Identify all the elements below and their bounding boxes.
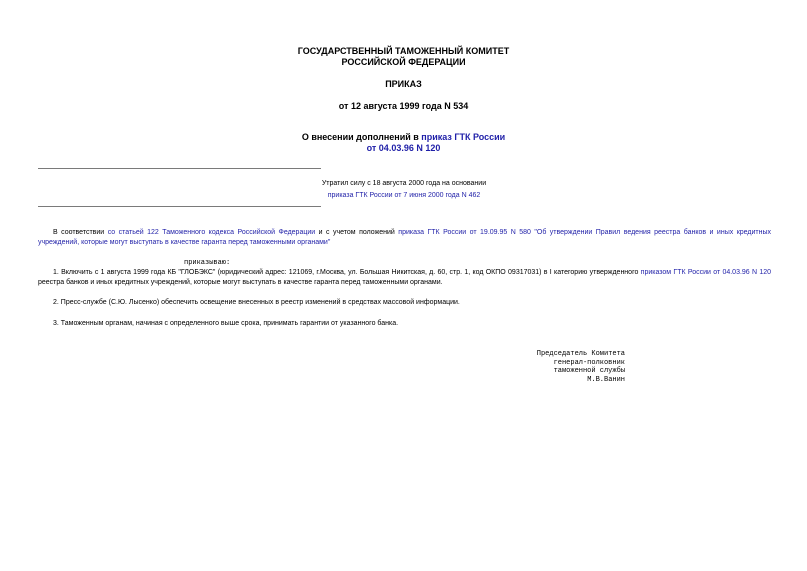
item-3: 3. Таможенным органам, начиная с определенного выше срока, принимать гарантии от указанного банка. — [53, 320, 399, 327]
signature-block — [530, 350, 625, 384]
preamble-link-order-580[interactable]: приказа ГТК России от 19.09.95 N 580 "Об утверждении Правил ведения реестра банков и иных кредитных учреждений, которые могут выступать в качестве гаранта перед таможенными органами" — [38, 229, 771, 246]
doc-date: от 12 августа 1999 года N 534 — [338, 101, 469, 111]
org-name-line2: РОССИЙСКОЙ ФЕДЕРАЦИИ — [341, 57, 466, 67]
preamble-paragraph — [38, 228, 771, 248]
status-note-text: Утратил силу с 18 августа 2000 года на основании — [321, 180, 487, 187]
subject-link-date[interactable]: от 04.03.96 N 120 — [366, 143, 441, 153]
preamble-text-1: В соответствии — [53, 229, 108, 236]
status-note — [318, 178, 490, 202]
divider-top — [38, 168, 321, 169]
preamble-link-customs-code[interactable]: со статьей 122 Таможенного кодекса Российской Федерации — [107, 229, 316, 236]
subject-prefix: О внесении дополнений в — [301, 132, 422, 142]
signature-rank: генерал-полковник — [553, 358, 625, 367]
signature-title: Председатель Комитета — [536, 350, 625, 358]
doc-subject — [0, 132, 807, 143]
prikazyvayu-label: приказываю: — [184, 259, 231, 267]
item-1-text-2: реестра банков и иных кредитных учреждений, которые могут выступать в качестве гаранта перед таможенными органами. — [38, 279, 443, 286]
doc-type: ПРИКАЗ — [385, 79, 422, 89]
org-name-line1: ГОСУДАРСТВЕННЫЙ ТАМОЖЕННЫЙ КОМИТЕТ — [297, 46, 510, 56]
signature-service: таможенной службы — [553, 367, 625, 375]
item-1-link-order-120[interactable]: приказом ГТК России от 04.03.96 N 120 — [640, 269, 772, 276]
subject-link-order[interactable]: приказ ГТК России — [421, 132, 506, 142]
item-1-text-1: 1. Включить с 1 августа 1999 года КБ "ГЛОБЭКС" (юридический адрес: 121069, г.Москва, ул. Большая Никитская, д. 60, стр. 1, код ОКПО 09317031) в I категорию утвержденного — [53, 269, 641, 276]
preamble-text-2: и с учетом положений — [315, 229, 399, 236]
status-note-link[interactable]: приказа ГТК России от 7 июня 2000 года N 462 — [327, 192, 481, 199]
signature-name: М.В.Ванин — [587, 375, 625, 384]
item-2: 2. Пресс-службе (С.Ю. Лысенко) обеспечить освещение внесенных в реестр изменений в средствах массовой информации. — [53, 299, 460, 306]
doc-subject-line2 — [0, 143, 807, 154]
divider-bottom — [38, 206, 321, 207]
item-1 — [38, 268, 771, 288]
